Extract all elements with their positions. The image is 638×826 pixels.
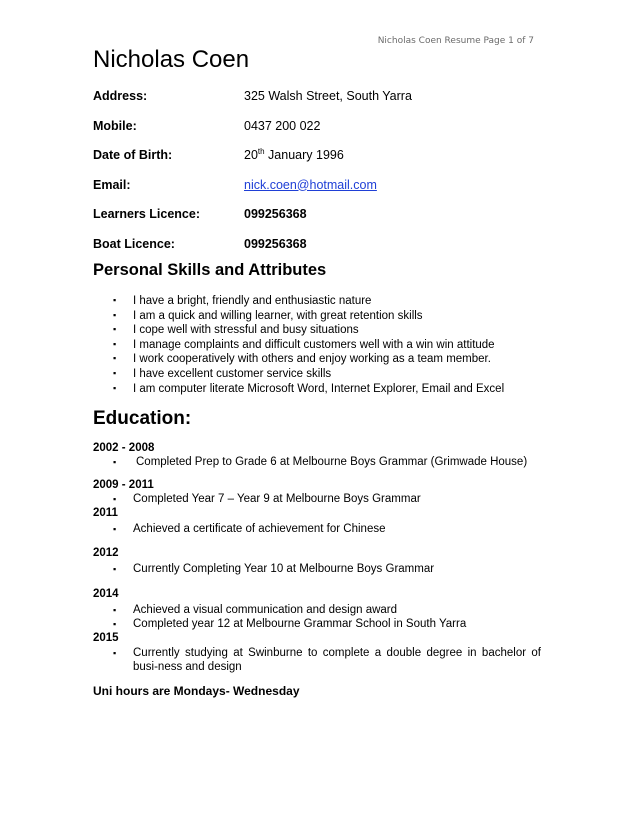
dob-rest: January 1996 — [264, 148, 344, 162]
edu-item-text: Currently studying at Swinburne to complete a double degree in bachelor of busi-ness and design — [133, 647, 541, 673]
list-item — [93, 339, 504, 354]
dob-value — [244, 148, 344, 162]
dob-day: 20 — [244, 148, 258, 162]
list-item — [93, 368, 504, 383]
edu-item — [93, 455, 553, 469]
email-value — [244, 178, 377, 192]
edu-item-text: Currently Completing Year 10 at Melbourne Boys Grammar — [133, 563, 435, 575]
learners-label: Learners Licence: — [93, 207, 200, 221]
list-item — [93, 383, 504, 398]
mobile-row — [93, 119, 533, 149]
learners-value: 099256368 — [244, 207, 307, 221]
skills-heading: Personal Skills and Attributes — [93, 261, 327, 279]
bullet-icon: ▪ — [113, 382, 117, 393]
edu-item-text: Completed Year 7 – Year 9 at Melbourne Boys Grammar — [133, 493, 421, 505]
skill-text: I manage complaints and difficult customers well with a win win attitude — [133, 338, 495, 351]
edu-year: 2002 - 2008 — [93, 442, 155, 454]
address-label: Address: — [93, 89, 148, 103]
list-item — [93, 353, 504, 368]
edu-item-text: Achieved a certificate of achievement for Chinese — [133, 523, 386, 535]
edu-item — [93, 646, 553, 674]
bullet-icon: ▪ — [113, 309, 117, 320]
bullet-icon: ▪ — [113, 524, 117, 534]
candidate-name: Nicholas Coen — [93, 46, 250, 73]
boat-label: Boat Licence: — [93, 236, 175, 251]
edu-year: 2015 — [93, 632, 119, 644]
bullet-icon: ▪ — [113, 494, 117, 504]
edu-year: 2011 — [93, 507, 118, 519]
bullet-icon: ▪ — [113, 648, 117, 658]
email-label: Email: — [93, 177, 131, 192]
skill-text: I am computer literate Microsoft Word, Internet Explorer, Email and Excel — [133, 382, 505, 395]
education-heading: Education: — [93, 408, 192, 429]
edu-item — [93, 603, 553, 617]
skill-text: I cope well with stressful and busy situations — [133, 324, 359, 337]
edu-year: 2009 - 2011 — [93, 479, 154, 491]
contact-details — [93, 89, 533, 266]
bullet-icon: ▪ — [113, 367, 117, 378]
list-item — [93, 324, 504, 339]
skill-text: I have a bright, friendly and enthusiastic nature — [133, 295, 372, 307]
dob-row — [93, 148, 533, 178]
edu-year: 2012 — [93, 547, 119, 559]
edu-item-text: Completed year 12 at Melbourne Grammar School in South Yarra — [133, 618, 467, 630]
skill-text: I am a quick and willing learner, with great retention skills — [133, 309, 423, 322]
skills-list — [93, 295, 504, 397]
bullet-icon: ▪ — [113, 324, 117, 335]
boat-value: 099256368 — [244, 236, 307, 251]
edu-item-text: Achieved a visual communication and design award — [133, 604, 398, 616]
skill-text: I work cooperatively with others and enjoy working as a team member. — [133, 353, 491, 366]
list-item — [93, 295, 504, 310]
mobile-value: 0437 200 022 — [244, 118, 321, 133]
edu-year: 2014 — [93, 588, 119, 600]
skill-text: I have excellent customer service skills — [133, 367, 332, 380]
edu-item — [93, 617, 553, 631]
edu-item-text: Completed Prep to Grade 6 at Melbourne Boys Grammar (Grimwade House) — [136, 456, 528, 468]
dob-label: Date of Birth: — [93, 148, 173, 162]
bullet-icon: ▪ — [113, 295, 117, 305]
bullet-icon: ▪ — [113, 619, 117, 629]
bullet-icon: ▪ — [113, 605, 117, 615]
bullet-icon: ▪ — [113, 338, 117, 349]
bullet-icon: ▪ — [113, 564, 117, 574]
address-row — [93, 89, 533, 119]
bullet-icon: ▪ — [113, 353, 117, 364]
list-item — [93, 310, 504, 325]
bullet-icon: ▪ — [113, 457, 117, 467]
uni-hours-note: Uni hours are Mondays- Wednesday — [93, 684, 300, 698]
page-header: Nicholas Coen Resume Page 1 of 7 — [377, 36, 534, 46]
education-section — [93, 441, 553, 674]
mobile-label: Mobile: — [93, 118, 137, 133]
dob-suffix: th — [257, 146, 265, 156]
edu-item — [93, 522, 553, 536]
edu-item — [93, 492, 553, 506]
email-row — [93, 178, 533, 208]
edu-item — [93, 562, 553, 576]
learners-row — [93, 207, 533, 237]
email-link[interactable]: nick.coen@hotmail.com — [244, 177, 377, 192]
address-value: 325 Walsh Street, South Yarra — [244, 89, 412, 103]
